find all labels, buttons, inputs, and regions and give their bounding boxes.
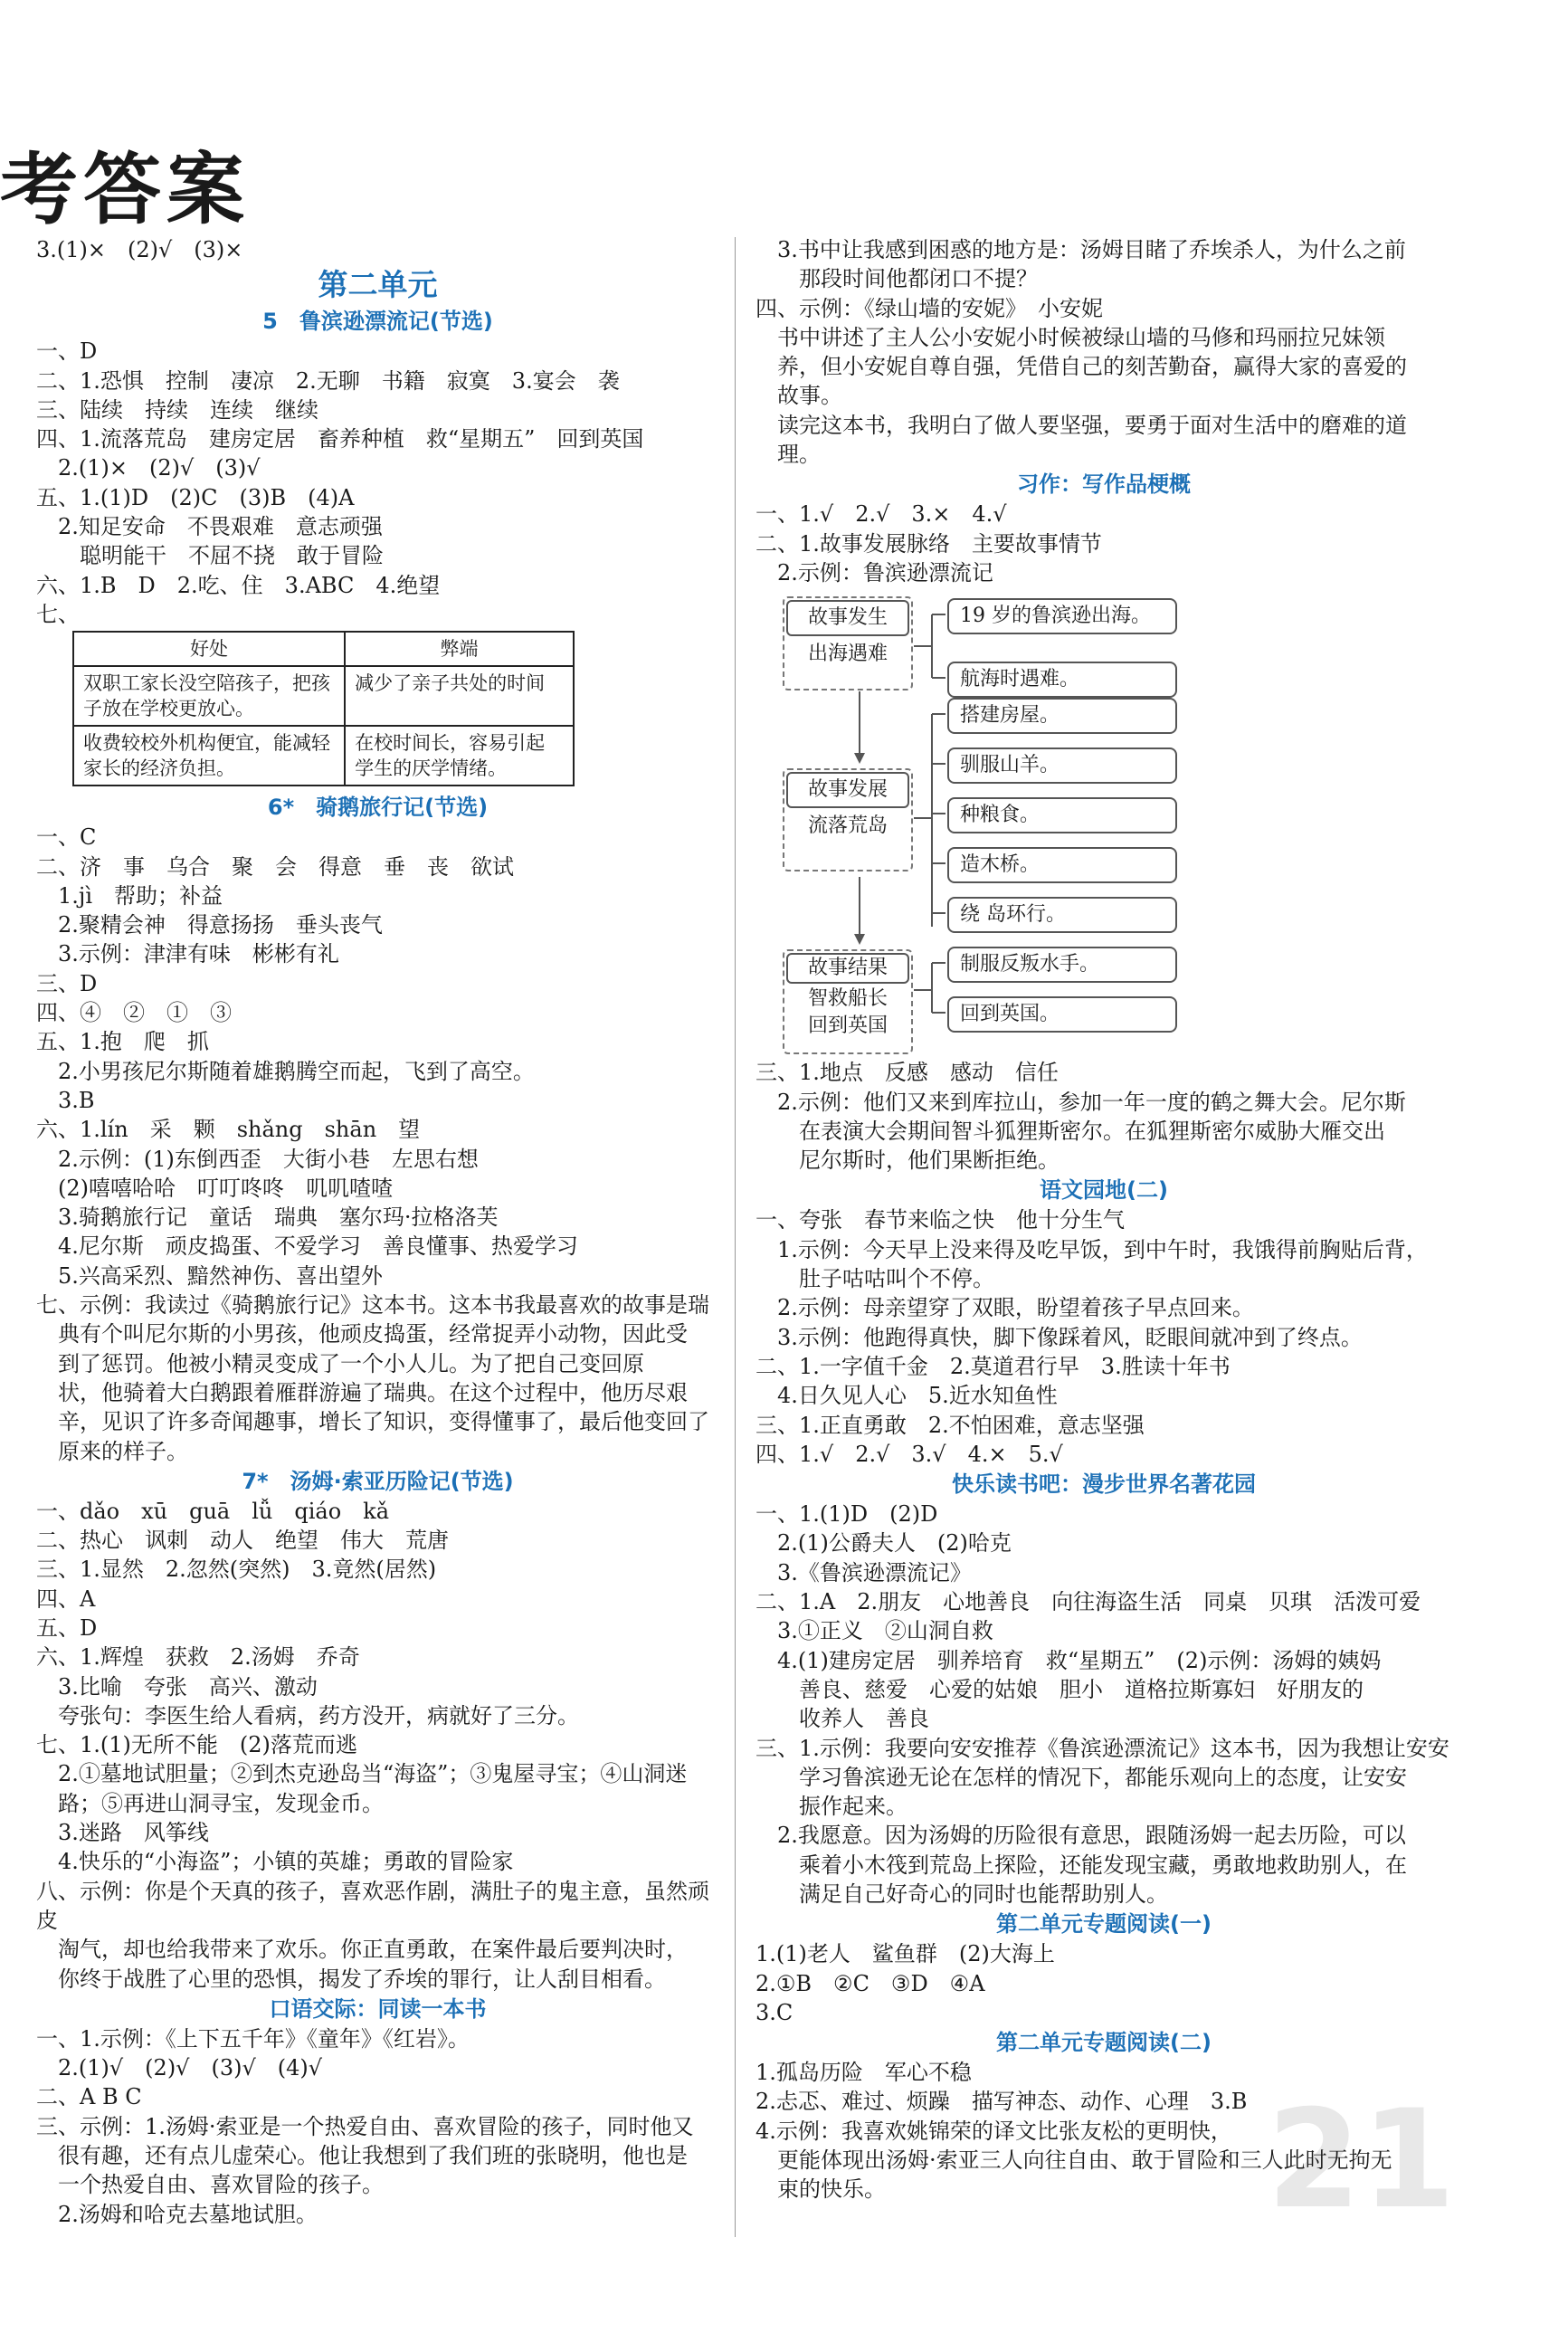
answer-line: 二、济 事 乌合 聚 会 得意 垂 丧 欲试 <box>36 853 514 880</box>
zt2-answers <box>755 2058 1452 2204</box>
answer-line: 书中讲述了主人公小安妮小时候被绿山墙的马修和玛丽拉兄妹领 <box>755 324 1385 350</box>
answer-line: 一、夸张 春节来临之快 他十分生气 <box>755 1207 1125 1233</box>
answer-line: 四、1.流落荒岛 建房定居 畜养种植 救“星期五” 回到英国 <box>36 426 644 452</box>
answer-line: 3.示例：津津有味 彬彬有礼 <box>36 941 339 967</box>
answer-line: 三、示例：1.汤姆·索亚是一个热爱自由、喜欢冒险的孩子，同时他又 <box>36 2113 694 2139</box>
answer-line: 一个热爱自由、喜欢冒险的孩子。 <box>36 2172 384 2198</box>
answer-line: 三、陆续 持续 连续 继续 <box>36 396 318 423</box>
yuandi-title: 语文园地(二) <box>1040 1177 1168 1204</box>
leaf-item: 制服反叛水手。 <box>947 947 1177 983</box>
answer-line: 夸张句：李医生给人看病，药方没开，病就好了三分。 <box>36 1702 579 1728</box>
answer-line: 你终于战胜了心里的恐惧，揭发了乔埃的罪行，让人刮目相看。 <box>36 1966 666 1992</box>
leaf-item: 绕 岛环行。 <box>947 897 1177 933</box>
table-cell: 收费较校外机构便宜，能减轻家长的经济负担。 <box>73 726 345 786</box>
answer-line: 3.示例：他跑得真快，脚下像踩着风，眨眼间就冲到了终点。 <box>755 1324 1363 1350</box>
leaf-item: 搭建房屋。 <box>947 698 1177 734</box>
answer-line: 辛，见识了许多奇闻趣事，增长了知识，变得懂事了，最后他变回了 <box>36 1409 709 1435</box>
right-column <box>755 235 1452 2204</box>
node-result-sub2: 回到英国 <box>807 1014 888 1038</box>
pros-cons-table <box>72 631 575 786</box>
node-start-top: 故事发生 <box>786 600 909 636</box>
answer-line: 二、1.故事发展脉络 主要故事情节 <box>755 530 1102 557</box>
column-divider <box>735 237 736 2237</box>
answer-line: 4.尼尔斯 顽皮捣蛋、不爱学习 善良懂事、热爱学习 <box>36 1233 578 1260</box>
answer-line: 4.(1)建房定居 驯养培育 救“星期五” (2)示例：汤姆的姨妈 <box>755 1647 1382 1673</box>
section-6-title: 6* 骑鹅旅行记(节选) <box>267 795 489 821</box>
table-row <box>73 666 574 726</box>
page-number: 21 <box>1267 2081 1456 2239</box>
node-result-sub1: 智救船长 <box>807 987 888 1011</box>
answer-line: 4.日久见人心 5.近水知鱼性 <box>755 1383 1058 1409</box>
answer-line: 3.C <box>755 1999 794 2025</box>
answer-line: 3.迷路 风筝线 <box>36 1820 209 1846</box>
answer-line: 三、D <box>36 970 98 996</box>
leaf-item: 19 岁的鲁滨逊出海。 <box>947 598 1177 634</box>
answer-line: 一、C <box>36 824 97 851</box>
answer-line: 六、1.B D 2.吃、住 3.ABC 4.绝望 <box>36 572 441 598</box>
answer-line: 六、1.辉煌 获救 2.汤姆 乔奇 <box>36 1644 360 1671</box>
section-7-answers <box>36 1497 719 1994</box>
answer-line: 2.小男孩尼尔斯随着雄鹅腾空而起，飞到了高空。 <box>36 1058 535 1084</box>
answer-line: 五、D <box>36 1614 98 1641</box>
answer-line: (2)嘻嘻哈哈 叮叮咚咚 叽叽喳喳 <box>36 1175 393 1201</box>
answer-line: 2.①墓地试胆量；②到杰克逊岛当“海盗”；③鬼屋寻宝；④山洞迷 <box>36 1761 688 1787</box>
node-dev-top: 故事发展 <box>786 772 909 808</box>
answer-line: 二、热心 讽刺 动人 绝望 伟大 荒唐 <box>36 1528 449 1554</box>
answer-line: 五、1.(1)D (2)C (3)B (4)A <box>36 484 355 510</box>
answer-line: 束的快乐。 <box>755 2176 886 2203</box>
answer-line: 1.jì 帮助；补益 <box>36 882 223 909</box>
leaf-item: 种粮食。 <box>947 797 1177 833</box>
node-story-development <box>783 768 913 871</box>
node-story-result <box>783 949 913 1054</box>
answer-line: 善良、慈爱 心爱的姑娘 胆小 道格拉斯寡妇 好朋友的 <box>755 1676 1364 1702</box>
answer-line: 七、1.(1)无所不能 (2)落荒而逃 <box>36 1732 357 1758</box>
kuaile-title: 快乐读书吧：漫步世界名著花园 <box>952 1471 1256 1498</box>
answer-line: 二、1.A 2.朋友 心地善良 向往海盗生活 同桌 贝琪 活泼可爱 <box>755 1589 1421 1615</box>
answer-line: 4.快乐的“小海盗”；小镇的英雄；勇敢的冒险家 <box>36 1849 514 1875</box>
answer-line: 原来的样子。 <box>36 1438 188 1464</box>
answer-line: 二、1.恐惧 控制 凄凉 2.无聊 书籍 寂寞 3.宴会 袭 <box>36 367 620 394</box>
answer-line: 乘着小木筏到荒岛上探险，还能发现宝藏，勇敢地救助别人，在 <box>755 1852 1407 1878</box>
section-5-answers <box>36 337 719 629</box>
table-cell: 减少了亲子共处的时间 <box>345 666 574 726</box>
table-cell: 双职工家长没空陪孩子，把孩子放在学校更放心。 <box>73 666 345 726</box>
answer-line: 2.(1)× (2)√ (3)√ <box>36 455 261 481</box>
answer-line: 六、1.lín 采 颗 shǎng shān 望 <box>36 1117 421 1143</box>
node-story-start <box>783 596 913 690</box>
answer-line: 2.示例：(1)东倒西歪 大街小巷 左思右想 <box>36 1146 479 1172</box>
answer-line: 七、 <box>36 601 80 627</box>
table-row <box>73 726 574 786</box>
answer-line: 更能体现出汤姆·索亚三人向往自由、敢于冒险和三人此时无拘无 <box>755 2147 1392 2174</box>
answer-line: 四、④ ② ① ③ <box>36 1000 232 1026</box>
zt2-title: 第二单元专题阅读(二) <box>996 2030 1212 2056</box>
answer-line: 八、示例：你是个天真的孩子，喜欢恶作剧，满肚子的鬼主意，虽然顽皮 <box>36 1878 709 1933</box>
zt1-answers <box>755 1939 1452 2027</box>
section-5-title: 5 鲁滨逊漂流记(节选) <box>262 309 493 335</box>
table-head-pros: 好处 <box>73 632 345 666</box>
answer-line: 二、1.一字值千金 2.莫道君行早 3.胜读十年书 <box>755 1353 1231 1379</box>
answer-line: 读完这本书，我明白了做人要坚强，要勇于面对生活中的磨难的道 <box>755 412 1407 438</box>
answer-line: 路；⑤再进山洞寻宝，发现金币。 <box>36 1790 384 1816</box>
answer-line: 1.(1)老人 鲨鱼群 (2)大海上 <box>755 1941 1055 1967</box>
answer-line: 3.(1)× (2)√ (3)× <box>36 237 243 262</box>
yuandi-answers <box>755 1205 1452 1469</box>
unit-title: 第二单元 <box>318 267 438 303</box>
answer-line: 到了惩罚。他被小精灵变成了一个小人儿。为了把自己变回原 <box>36 1350 644 1376</box>
answer-line: 四、A <box>36 1585 96 1612</box>
answer-line: 一、1.(1)D (2)D <box>755 1501 938 1528</box>
answer-line: 五、1.抱 爬 抓 <box>36 1029 209 1055</box>
answer-line: 2.(1)公爵夫人 (2)哈克 <box>755 1530 1012 1557</box>
table-cell: 在校时间长，容易引起学生的厌学情绪。 <box>345 726 574 786</box>
answer-line: 淘气，却也给我带来了欢乐。你正直勇敢，在案件最后要判决时， <box>36 1937 688 1963</box>
answer-line: 三、1.地点 反感 感动 信任 <box>755 1060 1059 1086</box>
answer-line: 3.比喻 夸张 高兴、激动 <box>36 1673 318 1700</box>
answer-line: 典有个叫尼尔斯的小男孩，他顽皮捣蛋，经常捉弄小动物，因此受 <box>36 1321 688 1347</box>
answer-line: 5.兴高采烈、黯然神伤、喜出望外 <box>36 1262 383 1289</box>
node-dev-sub: 流落荒岛 <box>807 814 888 838</box>
leaf-item: 造木桥。 <box>947 847 1177 883</box>
page-header-title: 考答案 <box>0 145 250 235</box>
zt1-title: 第二单元专题阅读(一) <box>996 1911 1212 1938</box>
leaf-item: 航海时遇难。 <box>947 662 1177 698</box>
node-result-top: 故事结果 <box>786 953 909 984</box>
left-intro-lines <box>36 235 719 264</box>
answer-line: 3.骑鹅旅行记 童话 瑞典 塞尔玛·拉格洛芙 <box>36 1205 499 1231</box>
section-6-answers <box>36 823 719 1466</box>
answer-line: 状，他骑着大白鹅跟着雁群游遍了瑞典。在这个过程中，他历尽艰 <box>36 1379 688 1405</box>
answer-line: 三、1.正直勇敢 2.不怕困难，意志坚强 <box>755 1412 1145 1438</box>
answer-line: 学习鲁滨逊无论在怎样的情况下，都能乐观向上的态度，让安安 <box>755 1764 1407 1790</box>
answer-line: 3.书中让我感到困惑的地方是：汤姆目睹了乔埃杀人，为什么之前 <box>755 237 1406 262</box>
leaf-item: 回到英国。 <box>947 996 1177 1033</box>
answer-line: 一、D <box>36 338 98 365</box>
answer-line: 2.我愿意。因为汤姆的历险很有意思，跟随汤姆一起去历险，可以 <box>755 1823 1406 1849</box>
answer-line: 三、1.示例：我要向安安推荐《鲁滨逊漂流记》这本书，因为我想让安安 <box>755 1735 1449 1761</box>
left-column <box>36 235 719 2229</box>
right-top-lines <box>755 235 1452 469</box>
answer-line: 4.示例：我喜欢姚锦荣的译文比张友松的更明快， <box>755 2118 1232 2144</box>
answer-line: 收养人 善良 <box>755 1706 929 1732</box>
answer-line: 1.示例：今天早上没来得及吃早饭，到中午时，我饿得前胸贴后背， <box>755 1236 1428 1262</box>
answer-line: 理。 <box>755 442 821 468</box>
answer-line: 养，但小安妮自尊自强，凭借自己的刻苦勤奋，赢得大家的喜爱的 <box>755 354 1407 380</box>
answer-line: 2.知足安命 不畏艰难 意志顽强 <box>36 514 383 540</box>
answer-line: 2.聚精会神 得意扬扬 垂头丧气 <box>36 912 383 938</box>
answer-line: 尼尔斯时，他们果断拒绝。 <box>755 1147 1060 1174</box>
answer-line: 肚子咕咕叫个不停。 <box>755 1266 994 1292</box>
answer-line: 2.①B ②C ③D ④A <box>755 1970 985 1996</box>
answer-line: 1.孤岛历险 军心不稳 <box>755 2060 972 2086</box>
answer-line: 2.示例：母亲望穿了双眼，盼望着孩子早点回来。 <box>755 1295 1254 1321</box>
answer-line: 3.《鲁滨逊漂流记》 <box>755 1559 972 1585</box>
answer-line: 满足自己好奇心的同时也能帮助别人。 <box>755 1881 1168 1907</box>
answer-line: 2.示例：鲁滨逊漂流记 <box>755 559 993 586</box>
answer-line: 二、A B C <box>36 2084 142 2110</box>
oral-title: 口语交际：同读一本书 <box>269 1995 487 2022</box>
answer-line: 四、示例：《绿山墙的安妮》 小安妮 <box>755 295 1103 321</box>
answer-line: 3.①正义 ②山洞自救 <box>755 1618 993 1644</box>
after-diagram-answers <box>755 1058 1452 1175</box>
oral-answers <box>36 2024 719 2229</box>
answer-line: 四、1.√ 2.√ 3.√ 4.× 5.√ <box>755 1441 1063 1467</box>
node-start-sub: 出海遇难 <box>807 643 888 666</box>
answer-line: 聪明能干 不屈不挠 敢于冒险 <box>36 543 384 569</box>
answer-line: 在表演大会期间智斗狐狸斯密尔。在狐狸斯密尔威胁大雁交出 <box>755 1118 1385 1144</box>
answer-line: 3.B <box>36 1087 95 1113</box>
answer-line: 2.示例：他们又来到库拉山，参加一年一度的鹤之舞大会。尼尔斯 <box>755 1089 1406 1115</box>
answer-line: 2.(1)√ (2)√ (3)√ (4)√ <box>36 2055 323 2081</box>
answer-line: 七、示例：我读过《骑鹅旅行记》这本书。这本书我最喜欢的故事是瑞 <box>36 1292 709 1319</box>
table-head-cons: 弊端 <box>345 632 574 666</box>
answer-line: 一、dǎo xū guā lǚ qiáo kǎ <box>36 1498 390 1524</box>
kuaile-answers <box>755 1500 1452 1909</box>
answer-line: 一、1.√ 2.√ 3.× 4.√ <box>755 501 1007 528</box>
answer-line: 2.汤姆和哈克去墓地试胆。 <box>36 2201 318 2227</box>
answer-line: 2.忐忑、难过、烦躁 描写神态、动作、心理 3.B <box>755 2089 1248 2115</box>
answer-line: 很有趣，还有点儿虚荣心。他让我想到了我们班的张晓明，他也是 <box>36 2143 688 2169</box>
answer-line: 振作起来。 <box>755 1794 908 1820</box>
answer-line: 一、1.示例：《上下五千年》《童年》《红岩》。 <box>36 2025 470 2052</box>
section-7-title: 7* 汤姆·索亚历险记(节选) <box>242 1468 514 1494</box>
story-outline-diagram <box>755 587 1452 1058</box>
answer-line: 那段时间他都闭口不提？ <box>755 266 1038 292</box>
answer-line: 故事。 <box>755 383 842 409</box>
answer-line: 三、1.显然 2.忽然(突然) 3.竟然(居然) <box>36 1557 437 1583</box>
xizuo-answers <box>755 500 1452 587</box>
leaf-item: 驯服山羊。 <box>947 747 1177 784</box>
xizuo-title: 习作：写作品梗概 <box>1017 471 1191 498</box>
